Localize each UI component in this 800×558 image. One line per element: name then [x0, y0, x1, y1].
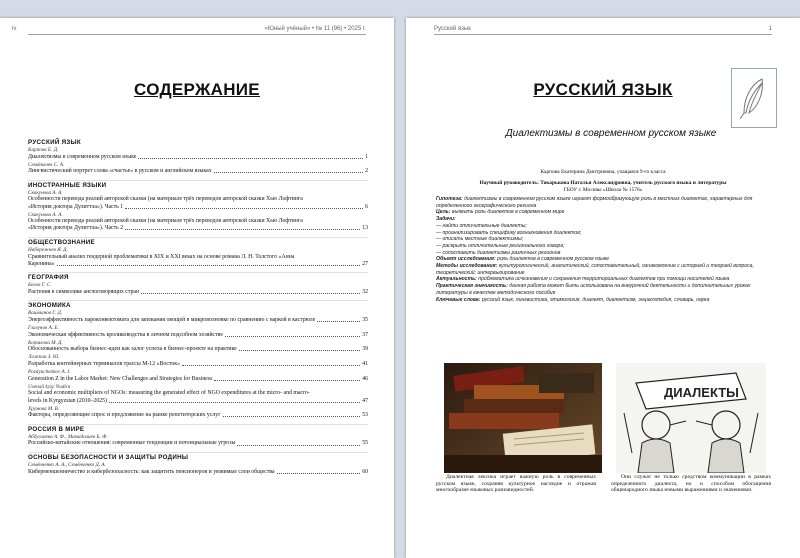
page-number: iv — [12, 26, 17, 32]
toc-section-heading: РУССКИЙ ЯЗЫК — [28, 139, 81, 146]
dot-leader — [109, 402, 360, 403]
toc-entry-line — [28, 168, 368, 175]
abstract-value: данная работа может быть использована на внеурочной деятельности и дополнительных уроках литературы в качестве методического пособия — [436, 283, 751, 296]
abstract-value: проблематика исчезновения и сохранения территориальных диалектов при помощи носителей языка — [478, 276, 730, 283]
abstract — [436, 196, 770, 303]
abstract-line — [436, 223, 770, 230]
abstract-key: Методы исследования: — [436, 263, 499, 270]
journal-header: «Юный учёный» • № 11 (96) • 2025 г. — [264, 26, 366, 32]
abstract-line — [436, 236, 770, 243]
toc-entry-line — [28, 332, 368, 339]
abstract-value: выявить роль диалектов в современном мире — [451, 209, 565, 216]
toc-page-number: 2 — [365, 168, 368, 175]
toc-page-number: 41 — [362, 361, 368, 368]
toc-author: Котилова М. Д. — [28, 339, 63, 346]
toc-entry[interactable] — [28, 190, 368, 211]
abstract-line — [436, 263, 770, 276]
abstract-value: русский язык, лингвистика, этимология, диалект, диалектизм, энциклопедия, словарь, наука — [481, 296, 710, 303]
toc-author: Семёнченко А. А., Семёнченко Д. А. — [28, 462, 106, 468]
toc-entry-title: Особенности перевода реалий авторской сказки (на материале трёх переводов авторской сказки Хью Лофтинга — [28, 196, 303, 203]
toc-section-heading: ОСНОВЫ БЕЗОПАСНОСТИ И ЗАЩИТЫ РОДИНЫ — [28, 452, 368, 461]
toc-entry-title: Разработка контейнерных терминалов трассы М-12 «Восток» — [28, 361, 181, 368]
toc-page-number: 47 — [362, 397, 368, 404]
toc-entry-title: Сравнительный анализ гендерной проблематики в XIX и XXI веках на основе романа Л. Н. Толстого «Анна — [28, 253, 295, 260]
body-text-right: Они служат не только средством коммуникации в рамках определенного диалекта, но и способом обогащения общенародного языка новыми выражениями и значениями. — [611, 474, 771, 494]
abstract-key: Ключевые слова: — [436, 296, 482, 303]
toc-author: Белов Г. С. — [28, 282, 52, 289]
abstract-line — [436, 196, 770, 209]
dot-leader — [214, 172, 363, 173]
abstract-line — [436, 243, 770, 250]
cartoon-caption: ДИАЛЕКТЫ — [664, 385, 739, 400]
toc-entry-title: Generation Z in the Labor Market: New Challenges and Strategies for Business — [28, 375, 213, 382]
abstract-key: Актуальность: — [436, 276, 479, 283]
toc-author: Pozdyuchenkov A. I. — [28, 369, 71, 376]
body-text-left: Диалектная лексика играет важную роль в современных русском языке, сохраняя культурное наследие и отражая многообразие языковых разновидностей. — [436, 474, 596, 494]
dot-leader — [57, 265, 361, 266]
toc-section-heading: ЭКОНОМИКА — [28, 300, 368, 309]
toc-page-number: 46 — [362, 375, 368, 382]
dot-leader — [138, 158, 363, 159]
dot-leader — [239, 350, 361, 351]
toc-entry-title: Экономическая эффективность кролиководства в личном подсобном хозяйстве — [28, 331, 223, 338]
toc-entry-line — [28, 346, 368, 353]
abstract-line — [436, 297, 770, 304]
dot-leader — [182, 365, 360, 366]
right-page — [406, 18, 800, 558]
dot-leader — [277, 473, 361, 474]
books-image — [444, 363, 602, 473]
abstract-key: Цель: — [436, 209, 452, 216]
toc-page-number: 53 — [362, 412, 368, 419]
toc-author: Скакунова А. А. — [28, 211, 63, 218]
toc-entry-line — [28, 412, 368, 419]
toc-author: Скакунова А. А. — [28, 189, 63, 196]
dot-leader — [317, 321, 360, 322]
dot-leader — [141, 293, 360, 294]
toc-entry-line — [28, 469, 368, 476]
dialects-cartoon — [616, 363, 766, 473]
toc-page-number: 35 — [362, 317, 368, 323]
toc-page-number: 27 — [362, 260, 368, 267]
toc-entry-line — [28, 225, 368, 232]
toc-author: Набережнев Я. Д. — [28, 246, 68, 253]
abstract-key: Объект исследования: — [436, 256, 497, 263]
toc-entry-title: levels in Kyrgyzstan (2010–2025) — [28, 397, 107, 404]
toc-entry[interactable] — [28, 406, 368, 420]
toc-page-number: 32 — [362, 288, 368, 295]
abstract-value: — раскрыть отличительные регионального говора; — [436, 242, 565, 249]
toc-entry-line — [28, 204, 368, 211]
toc-entry-line — [28, 317, 368, 324]
toc-entry-title: «История доктора Дулиттла»). Часть 1 — [28, 203, 124, 210]
toc-entry[interactable] — [28, 354, 368, 368]
toc-author: Абдуллаева А. Ф., Мамадалиев Б. Ф. — [28, 433, 108, 440]
running-head: Русский язык — [434, 26, 471, 32]
toc-entry-title: Растения в символике англоговорящих стран — [28, 288, 140, 295]
supervisor-line: Научный руководитель: Токарькова Наталья Александровна, учитель русского языка и литературы — [479, 180, 727, 186]
dot-leader — [237, 445, 360, 446]
toc-entry[interactable] — [28, 369, 368, 383]
left-page — [0, 18, 394, 558]
toc-title: СОДЕРЖАНИЕ — [134, 80, 260, 99]
toc-author: Usenali kyzy Nadira — [28, 383, 71, 390]
toc-entry[interactable] — [28, 147, 368, 161]
abstract-key: Гипотеза: — [436, 196, 465, 202]
toc-page-number: 6 — [365, 203, 368, 210]
dot-leader — [223, 416, 361, 417]
abstract-value: диалектизмы в современном русском языке играют формообразующую роль в местных диалектах, характерных для определенного географического региона — [436, 196, 753, 209]
toc-entry-title: Лингвистический портрет слова «счастье» в русском и английском языках — [28, 168, 212, 175]
toc-section-heading: РОССИЯ В МИРЕ — [28, 424, 368, 433]
toc-page-number: 39 — [362, 346, 368, 353]
toc-author: Глазунов А. Е. — [28, 325, 59, 332]
toc-entry[interactable] — [28, 212, 368, 233]
toc-entry[interactable] — [28, 282, 368, 296]
toc-entry-title: Энергоэффективность пароконвектомата для запекания овощей в микроволновке по сравнению с варкой в кастрюле — [28, 317, 316, 323]
abstract-value: — найти отличительные диалекты; — [436, 222, 527, 229]
toc-entry-line — [28, 376, 368, 383]
toc-section-heading: ОБЩЕСТВОЗНАНИЕ — [28, 237, 368, 246]
toc-author: Хрумова М. В. — [28, 405, 60, 412]
section-title: РУССКИЙ ЯЗЫК — [533, 80, 673, 99]
toc-entry[interactable] — [28, 162, 368, 176]
table-of-contents — [28, 138, 368, 476]
school-line: ГБОУ г. Москвы «Школа № 1576» — [563, 187, 643, 193]
toc-entry[interactable] — [28, 434, 368, 448]
toc-entry-line — [28, 398, 368, 405]
article-title: Диалектизмы в современном русском языке — [505, 128, 717, 139]
toc-section-heading: ГЕОГРАФИЯ — [28, 272, 368, 281]
toc-entry-title: Киберменшенничество и кибербезопасность: как защитить пенсионеров и уязвимые слои общества — [28, 468, 275, 475]
dot-leader — [125, 229, 360, 230]
toc-entry-line — [28, 289, 368, 296]
toc-entry[interactable] — [28, 247, 368, 268]
toc-entry-title: Social and economic multipliers of NGOs: measuring the generated effect of NGO expenditures at the micro- and macro- — [28, 390, 310, 397]
abstract-value: — описать местные диалектизмы; — [436, 236, 524, 243]
toc-entry-title: Каренина» — [28, 260, 55, 267]
dot-leader — [225, 336, 360, 337]
toc-entry-title: «История доктора Дулиттла»). Часть 2 — [28, 225, 124, 232]
dot-leader — [214, 380, 360, 381]
toc-page-number: 60 — [362, 468, 368, 475]
abstract-line — [436, 209, 770, 216]
toc-author: Ложкин З. Ю. — [28, 354, 60, 361]
toc-entry[interactable] — [28, 384, 368, 405]
toc-author: Семёнычев С. А. — [28, 161, 65, 168]
toc-entry-title: Диалектизмы в современном русском языке — [28, 153, 137, 160]
toc-page-number: 55 — [362, 440, 368, 447]
abstract-line — [436, 216, 770, 223]
toc-entry-line — [28, 361, 368, 368]
toc-page-number: 37 — [362, 331, 368, 338]
toc-page-number: 1 — [365, 153, 368, 160]
toc-entry[interactable] — [28, 310, 368, 324]
abstract-line — [436, 283, 770, 296]
abstract-line — [436, 230, 770, 237]
toc-entry[interactable] — [28, 340, 368, 354]
toc-section-heading: ИНОСТРАННЫЕ ЯЗЫКИ — [28, 180, 368, 189]
toc-page-number: 13 — [362, 225, 368, 232]
toc-author: Карпова Е. Д. — [28, 147, 59, 153]
toc-author: Вашманов Г. Д. — [28, 310, 63, 317]
abstract-key: Задачи: — [436, 216, 456, 223]
toc-entry[interactable] — [28, 325, 368, 339]
abstract-value: — сопоставить диалектизмы различных регионов — [436, 249, 561, 256]
toc-entry-title: Особенности перевода реалий авторской сказки (на материале трёх переводов авторской сказки Хью Лофтинга — [28, 218, 303, 225]
abstract-value: — проанализировать специфику возникновения диалектов; — [436, 229, 582, 236]
toc-entry[interactable] — [28, 462, 368, 476]
page-number: 1 — [768, 26, 772, 32]
toc-entry-title: Факторы, определяющие спрос и предложение на рынке репетиторских услуг — [28, 412, 221, 419]
abstract-key: Практическая значимость: — [436, 283, 510, 290]
abstract-value: культурологический, аналитический, сопоставительный, ознакомление с историей и теорией вопроса, теоретический; интервьюирование — [436, 263, 754, 276]
toc-entry-line — [28, 440, 368, 447]
dot-leader — [125, 208, 363, 209]
toc-entry-title: Российско-китайские отношения: современные тенденции и потенциальные угрозы — [28, 440, 236, 447]
toc-entry-line — [28, 261, 368, 268]
author-line: Карпова Екатерина Дмитриевна, учащаяся 9-го класса — [540, 169, 666, 175]
toc-entry-title: Обоснованность выбора бизнес-идеи как залог успеха в бизнес-проекте на практике — [28, 346, 237, 353]
toc-entry-line — [28, 154, 368, 161]
abstract-value: роль диалектов в современном русском языке — [497, 256, 610, 263]
